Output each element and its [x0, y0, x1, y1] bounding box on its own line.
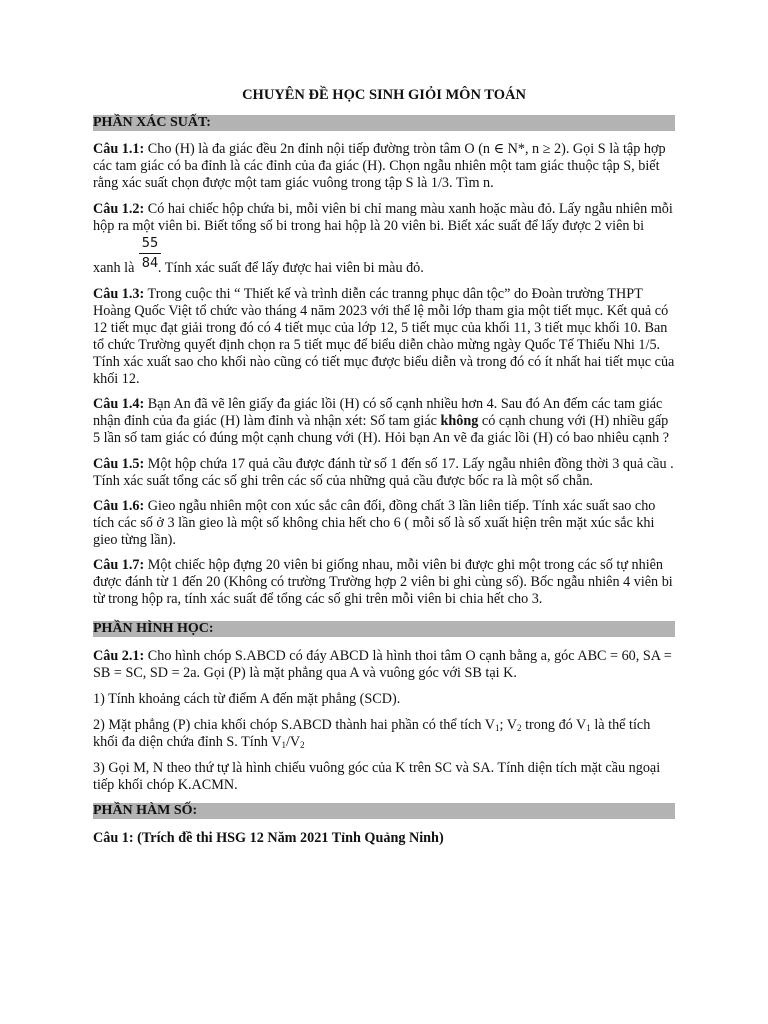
q17-label: Câu 1.7: — [93, 557, 145, 573]
q12-line3: xanh là . Tính xác suất để lấy được hai viên bi màu đỏ. — [93, 260, 424, 276]
q17-line2: được đánh từ 1 đến 20 (Không có trường Trường hợp 2 viên bi ghi cùng số). Bốc ngẫu nhiên 4 viên bi — [93, 574, 673, 590]
question-1-6 — [93, 498, 675, 549]
q16-line3: gieo từng lần). — [93, 532, 176, 548]
q12-line1: Câu 1.2: Có hai chiếc hộp chứa bi, mỗi viên bi chỉ mang màu xanh hoặc màu đỏ. Lấy ngẫu nhiên mỗi — [93, 201, 673, 217]
q13-line2: Hoàng Quốc Việt tổ chức vào tháng 4 năm 2023 với thể lệ mỗi lớp tham gia một tiết mục. Kết quả có — [93, 303, 669, 319]
fraction-numerator: 55 — [141, 236, 159, 251]
question-1-3 — [93, 286, 675, 388]
q14-line3: 5 lần số tam giác có đúng một cạnh chung với (H). Hỏi bạn An vẽ đa giác lồi (H) có bao nhiêu cạnh ? — [93, 430, 670, 446]
fraction-bar — [139, 253, 161, 254]
q21-line2: SB = SC, SD = 2a. Gọi (P) là mặt phẳng qua A và vuông góc với SB tại K. — [93, 665, 517, 681]
fraction-denominator: 84 — [141, 256, 159, 271]
q14-line2: nhận đỉnh của đa giác (H) làm đỉnh và nhận xét: Số tam giác không có cạnh chung với (H) nhiều gấp — [93, 413, 669, 429]
q11-line3: rằng xác suất chọn được một tam giác vuông trong tập S là 1/3. Tìm n. — [93, 175, 494, 191]
q11-line2: các tam giác có ba đỉnh là các đỉnh của đa giác (H). Chọn ngẫu nhiên một tam giác thuộc tập S, biết — [93, 158, 660, 174]
q21-item3: 3) Gọi M, N theo thứ tự là hình chiếu vuông góc của K trên SC và SA. Tính diện tích mặt cầu ngoại tiếp khối chóp K.ACMN. — [93, 760, 661, 793]
question-1-4 — [93, 396, 675, 447]
section-probability: PHẦN XÁC SUẤT: — [93, 115, 675, 131]
q21-item1: 1) Tính khoảng cách từ điểm A đến mặt phẳng (SCD). — [93, 691, 401, 707]
question-1-7 — [93, 557, 675, 608]
section-geometry: PHẦN HÌNH HỌC: — [93, 621, 675, 637]
q21-item2: 2) Mặt phẳng (P) chia khối chóp S.ABCD thành hai phần có thể tích $V_1$; $V_2$ trong đó $V_1$ là thể tích khối đa diện chứa đỉnh S. Tính $V_1/V_2$ — [93, 717, 651, 750]
section-functions: PHẦN HÀM SỐ: — [93, 803, 675, 819]
q13-line1: Câu 1.3: Trong cuộc thi “ Thiết kế và trình diễn các tranng phục dân tộc” do Đoàn trường THPT — [93, 286, 643, 302]
q13-line6: khối 12. — [93, 371, 140, 387]
question-1-functions: Câu 1: (Trích đề thi HSG 12 Năm 2021 Tỉnh Quảng Ninh) — [93, 830, 444, 846]
q21-line1: Câu 2.1: Cho hình chóp S.ABCD có đáy ABCD là hình thoi tâm O cạnh bằng a, góc ABC = 60, SA = — [93, 648, 672, 664]
q13-line5: Tính xác xuất sao cho khối nào cũng có tiết mục được biểu diễn và trong đó có ít nhất hai tiết mục của — [93, 354, 675, 370]
question-2-1 — [93, 648, 675, 682]
q16-line1: Câu 1.6: Gieo ngẫu nhiên một con xúc sắc cân đối, đồng chất 3 lần liên tiếp. Tính xác suất sao cho — [93, 498, 656, 514]
q21-label: Câu 2.1: — [93, 648, 145, 664]
q14-label: Câu 1.4: — [93, 396, 145, 412]
question-1-1 — [93, 141, 675, 192]
q17-line1: Câu 1.7: Một chiếc hộp đựng 20 viên bi giống nhau, mỗi viên bi được ghi một trong các số tự nhiên — [93, 557, 664, 573]
question-1-5 — [93, 456, 675, 490]
question-1-2 — [93, 201, 675, 235]
q11-label: Câu 1.1: — [93, 141, 145, 157]
q15-line1: Câu 1.5: Một hộp chứa 17 quả cầu được đánh từ số 1 đến số 17. Lấy ngẫu nhiên đồng thời 3 quả cầu . — [93, 456, 674, 472]
q14-line1: Câu 1.4: Bạn An đã vẽ lên giấy đa giác lồi (H) có số cạnh nhiều hơn 4. Sau đó An đếm các tam giác — [93, 396, 663, 412]
q11-line1: Câu 1.1: Cho (H) là đa giác đều 2n đỉnh nội tiếp đường tròn tâm O (n ∈ N*, n ≥ 2). Gọi S là tập hợp — [93, 141, 666, 157]
q16-line2: tích các số ở 3 lần gieo là một số không chia hết cho 6 ( mỗi số là số xuất hiện trên mặt xúc sắc khi — [93, 515, 655, 531]
q13-label: Câu 1.3: — [93, 286, 145, 302]
q13-line3: 12 tiết mục đạt giải trong đó có 4 tiết mục của lớp 12, 5 tiết mục của khối 11, 3 tiết mục khối 10. Ban — [93, 320, 668, 336]
q13-line4: tổ chức Trường quyết định chọn ra 5 tiết mục để biểu diễn chào mừng ngày Quốc Tế Thiếu Nhi 1/5. — [93, 337, 661, 353]
document-title: CHUYÊN ĐỀ HỌC SINH GIỎI MÔN TOÁN — [242, 87, 526, 103]
q12-label: Câu 1.2: — [93, 201, 145, 217]
q15-label: Câu 1.5: — [93, 456, 145, 472]
q15-line2: Tính xác suất tổng các số ghi trên các số của những quả cầu được bốc ra là một số chẵn. — [93, 473, 593, 489]
q12-line2: hộp ra một viên bi. Biết tổng số bi trong hai hộp là 20 viên bi. Biết xác suất để lấy được 2 viên bi — [93, 218, 645, 234]
q16-label: Câu 1.6: — [93, 498, 145, 514]
q14-bold-word: không — [440, 413, 479, 429]
q17-line3: từ trong hộp ra, tính xác suất để tổng các số ghi trên mỗi viên bi chia hết cho 3. — [93, 591, 543, 607]
